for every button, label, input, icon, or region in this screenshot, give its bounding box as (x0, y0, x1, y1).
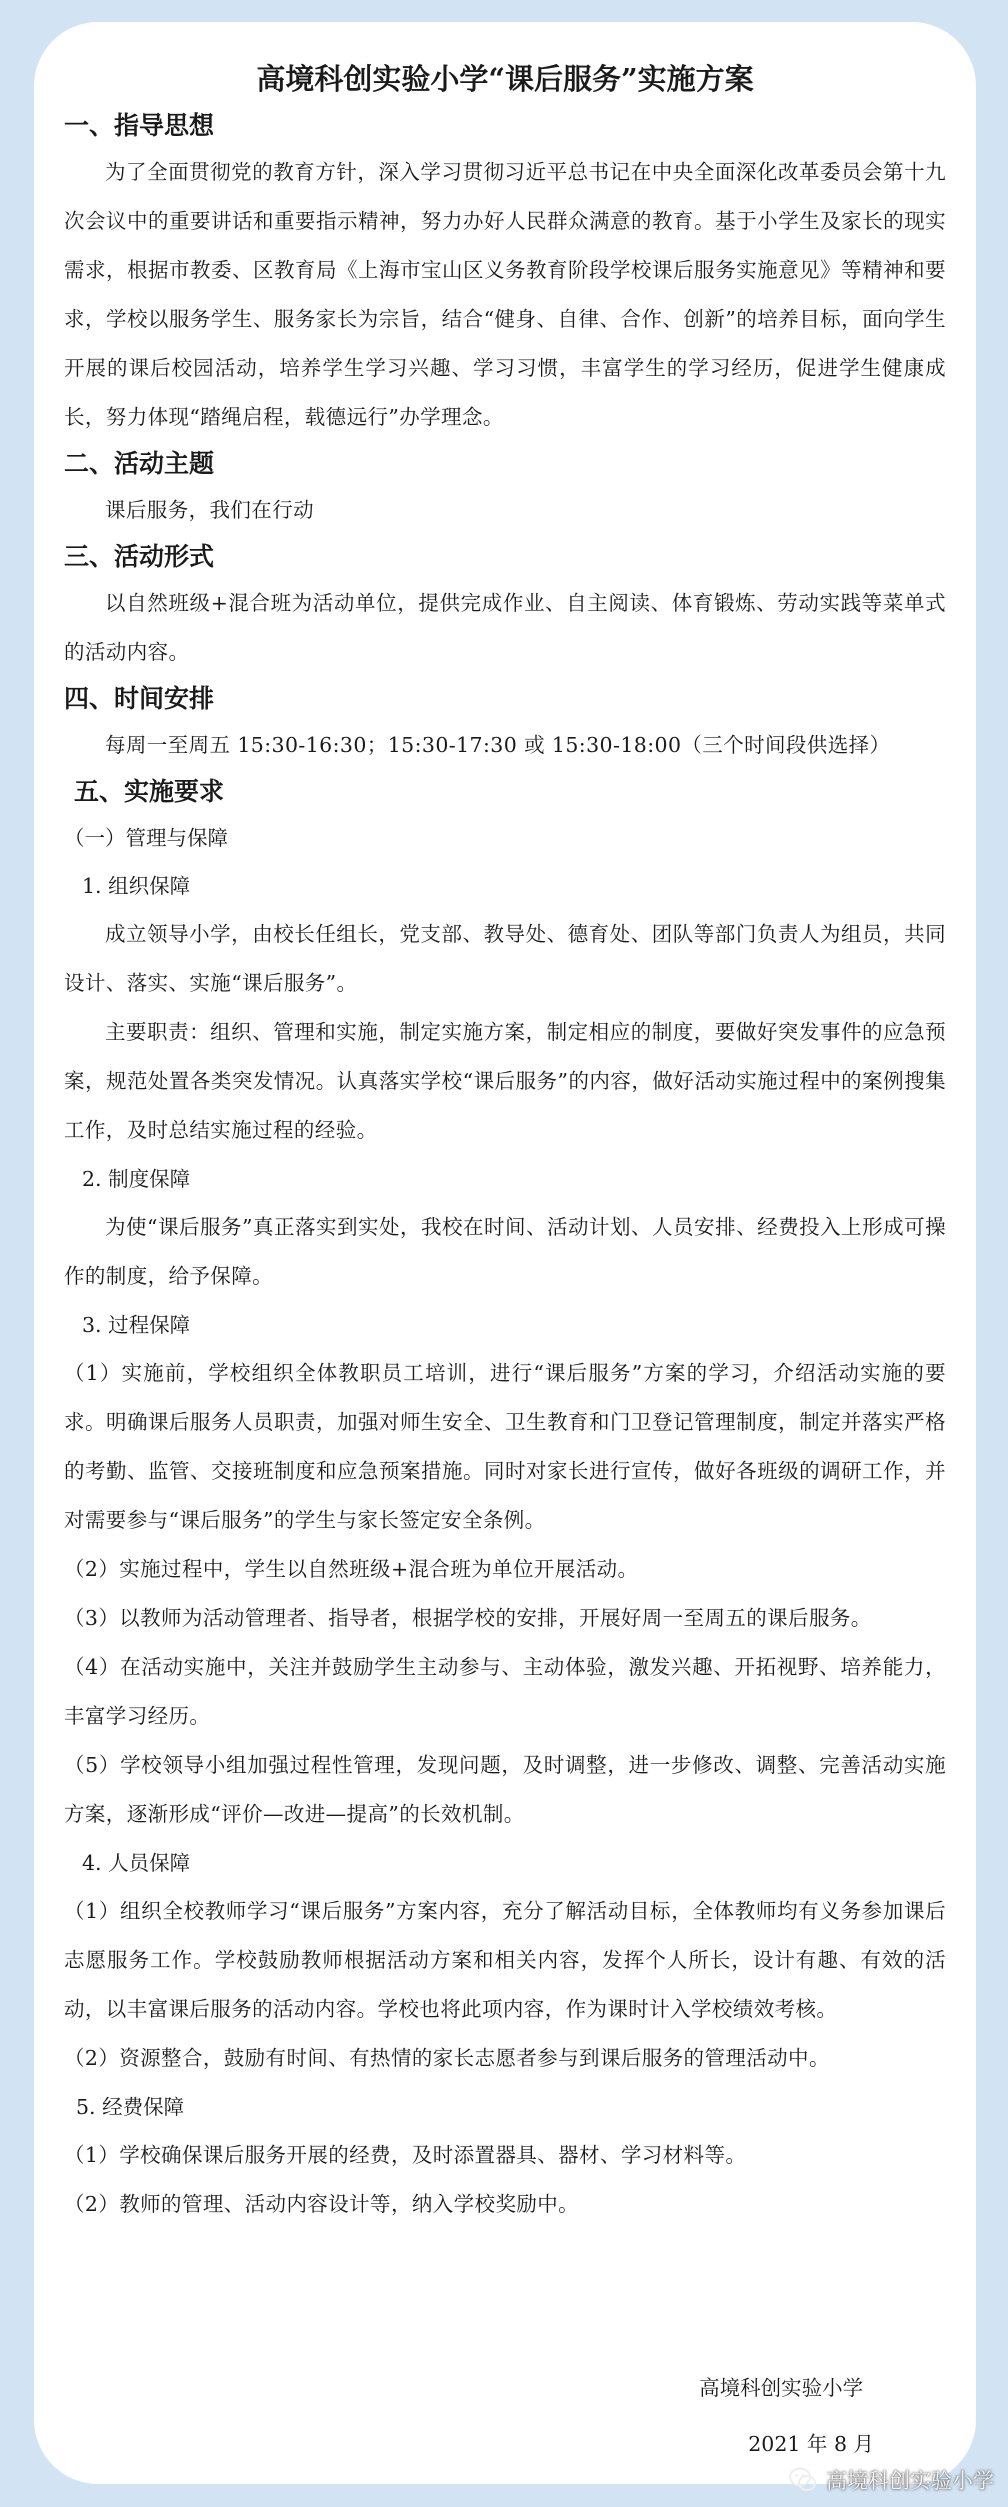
item-3-point: （5）学校领导小组加强过程性管理，发现问题，及时调整，进一步修改、调整、完善活动实施方案，逐渐形成“评价—改进—提高”的长效机制。 (64, 1753, 946, 1826)
item-3-title: 3. 过程保障 (82, 1313, 191, 1337)
item-3-point: （4）在活动实施中，关注并鼓励学生主动参与、主动体验，激发兴趣、开拓视野、培养能力，丰富学习经历。 (64, 1655, 946, 1728)
item-3-point: （2）实施过程中，学生以自然班级+混合班为单位开展活动。 (64, 1557, 639, 1581)
item-3-point: （3）以教师为活动管理者、指导者，根据学校的安排，开展好周一至周五的课后服务。 (64, 1606, 872, 1630)
item-4-point: （1）组织全校教师学习“课后服务”方案内容，充分了解活动目标，全体教师均有义务参加课后志愿服务工作。学校鼓励教师根据活动方案和相关内容，发挥个人所长，设计有趣、有效的活动，以丰富课后服务的活动内容。学校也将此项内容，作为课时计入学校绩效考核。 (64, 1899, 946, 2021)
watermark-text: 高境科创实验小学 (826, 2469, 994, 2493)
section-2-paragraph: 课后服务，我们在行动 (105, 498, 314, 522)
item-5-point: （2）教师的管理、活动内容设计等，纳入学校奖励中。 (64, 2192, 580, 2216)
section-1-heading: 一、指导思想 (64, 111, 215, 140)
item-2-title: 2. 制度保障 (82, 1167, 191, 1191)
item-3-point: （1）实施前，学校组织全体教职员工培训，进行“课后服务”方案的学习，介绍活动实施的要求。明确课后服务人员职责，加强对师生安全、卫生教育和门卫登记管理制度，制定并落实严格的考勤、监管、交接班制度和应急预案措施。同时对家长进行宣传，做好各班级的调研工作，并对需要参与“课后服务”的学生与家长签定安全条例。 (64, 1361, 946, 1532)
signature-block (688, 2360, 874, 2472)
section-5-heading: 五、实施要求 (74, 777, 225, 806)
section-4-paragraph: 每周一至周五 15:30-16:30；15:30-17:30 或 15:30-18:00（三个时间段供选择） (105, 733, 891, 757)
section-4-heading: 四、时间安排 (64, 684, 215, 713)
section-2-heading: 二、活动主题 (64, 449, 215, 478)
signature-school: 高境科创实验小学 (699, 2376, 864, 2400)
watermark (788, 2465, 994, 2495)
document-card (34, 22, 976, 2484)
item-5-point: （1）学校确保课后服务开展的经费，及时添置器具、器材、学习材料等。 (64, 2143, 747, 2167)
item-4-title: 4. 人员保障 (82, 1851, 191, 1875)
item-1-title: 1. 组织保障 (82, 874, 191, 898)
subsection-heading: （一）管理与保障 (64, 826, 228, 850)
section-1-paragraph: 为了全面贯彻党的教育方针，深入学习贯彻习近平总书记在中央全面深化改革委员会第十九次会议中的重要讲话和重要指示精神，努力办好人民群众满意的教育。基于小学生及家长的现实需求，根据市教委、区教育局《上海市宝山区义务教育阶段学校课后服务实施意见》等精神和要求，学校以服务学生、服务家长为宗旨，结合“健身、自律、合作、创新”的培养目标，面向学生开展的课后校园活动，培养学生学习兴趣、学习习惯，丰富学生的学习经历，促进学生健康成长，努力体现“踏绳启程，载德远行”办学理念。 (64, 160, 946, 429)
item-2-paragraph-1: 为使“课后服务”真正落实到实处，我校在时间、活动计划、人员安排、经费投入上形成可操作的制度，给予保障。 (64, 1215, 946, 1288)
section-3-paragraph: 以自然班级+混合班为活动单位，提供完成作业、自主阅读、体育锻炼、劳动实践等菜单式的活动内容。 (64, 591, 946, 664)
signature-date: 2021 年 8 月 (748, 2432, 874, 2456)
section-3-heading: 三、活动形式 (64, 542, 215, 571)
wechat-icon (788, 2465, 818, 2495)
item-4-point: （2）资源整合，鼓励有时间、有热情的家长志愿者参与到课后服务的管理活动中。 (64, 2046, 830, 2070)
item-5-title: 5. 经费保障 (76, 2095, 185, 2119)
item-1-paragraph-1: 成立领导小学，由校长任组长，党支部、教导处、德育处、团队等部门负责人为组员，共同设计、落实、实施“课后服务”。 (64, 922, 946, 995)
document-title: 高境科创实验小学“课后服务”实施方案 (256, 62, 754, 96)
item-1-paragraph-2: 主要职责：组织、管理和实施，制定实施方案，制定相应的制度，要做好突发事件的应急预案，规范处置各类突发情况。认真落实学校“课后服务”的内容，做好活动实施过程中的案例搜集工作，及时总结实施过程的经验。 (64, 1020, 946, 1142)
